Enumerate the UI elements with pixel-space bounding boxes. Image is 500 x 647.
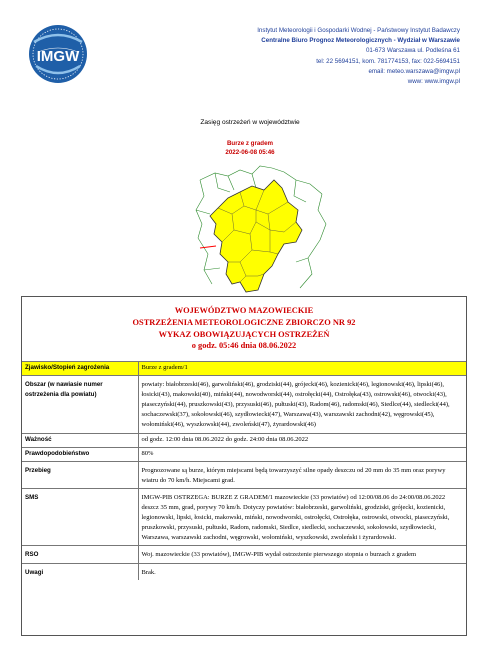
warning-area xyxy=(210,180,302,292)
title-voivodeship: WOJEWÓDZTWO MAZOWIECKIE xyxy=(174,306,314,315)
row-label: Prawdopodobieństwo xyxy=(22,447,138,461)
map-subtitle: Zasięg ostrzeżeń w województwie xyxy=(200,119,300,126)
table-row-validity xyxy=(22,433,466,447)
row-value: Woj. mazowieckie (33 powiatów), IMGW-PIB wydał ostrzeżenie pierwszego stopnia o burzach z gradem xyxy=(138,546,466,563)
title-list: WYKAZ OBOWIĄZUJĄCYCH OSTRZEŻEŃ xyxy=(158,329,330,339)
row-label: Obszar (w nawiasie numer ostrzeżenia dla powiatu) xyxy=(22,376,138,433)
row-value: 80% xyxy=(138,447,466,461)
row-value: Burze z gradem/1 xyxy=(138,362,466,376)
row-label: Ważność xyxy=(22,433,138,447)
voivodeship-map xyxy=(160,158,340,295)
table-row-area xyxy=(22,376,466,433)
table-row-sms xyxy=(22,488,466,545)
row-value: powiaty: białobrzeski(46), garwoliński(46), grodziski(44), grójecki(46), kozienicki(46), legionowski(46), lipski(46), łosicki(43), makowski(40), miński(44), nowodworski(44), ostrołęcki(44), Ostrołęka(43), ostrowski(46), otwocki(43), piaseczyński(44), pruszkowski(43), przysuski(46), pułtuski(43), Radom(46), radomski(46), Siedlce(44), siedlecki(44), sochaczewski(37), sokołowski(46), szydłowiecki(47), Warszawa(43), warszawski zachodni(42), węgrowski(45), wołomiński(46), wyszkowski(44), zwoleński(47), żyrardowski(46) xyxy=(138,376,466,433)
email-link[interactable]: email: meteo.warszawa@imgw.pl xyxy=(368,67,460,75)
document-title xyxy=(22,297,466,361)
institute-header xyxy=(160,26,460,87)
phone-numbers: tel: 22 5694151, kom. 781774153, fax: 022-5694151 xyxy=(316,57,460,65)
red-boundary-line xyxy=(200,246,216,248)
table-row-phenomenon xyxy=(22,362,466,376)
row-label: Przebieg xyxy=(22,461,138,488)
warning-table xyxy=(22,361,466,580)
table-row-course xyxy=(22,461,466,488)
row-value: Prognozowane są burze, którym miejscami będą towarzyszyć silne opady deszczu od 20 mm do 35 mm oraz porywy wiatru do 70 km/h. Miejscami grad. xyxy=(138,461,466,488)
title-warnings-number: OSTRZEŻENIA METEOROLOGICZNE ZBIORCZO NR 92 xyxy=(132,317,356,327)
map-timestamp: 2022-06-08 05:46 xyxy=(225,149,275,156)
warning-document xyxy=(21,296,467,636)
table-row-probability xyxy=(22,447,466,461)
row-label: SMS xyxy=(22,488,138,545)
imgw-logo xyxy=(28,24,88,84)
department-name: Centralne Biuro Prognoz Meteorologicznych - Wydział w Warszawie xyxy=(261,37,460,45)
row-value: Brak. xyxy=(138,563,466,580)
row-label: Uwagi xyxy=(22,563,138,580)
address: 01-673 Warszawa ul. Podleśna 61 xyxy=(365,47,460,55)
map-warning-type: Burze z gradem xyxy=(226,140,274,147)
website-link[interactable]: www: www.imgw.pl xyxy=(407,78,460,86)
table-row-notes xyxy=(22,563,466,580)
row-value: IMGW-PIB OSTRZEGA: BURZE Z GRADEM/1 mazowieckie (33 powiatów) od 12:00/08.06 do 24:00/08.06.2022 deszcz 35 mm, grad, porywy 70 km/h. Dotyczy powiatów: białobrzeski, garwoliński, grodziski, grójecki, kozienicki, legionowski, lipski, łosicki, makowski, miński, nowodworski, ostrołęcki, Ostrołęka, ostrowski, otwocki, piaseczyński, pruszkowski, przysuski, pułtuski, Radom, radomski, Siedlce, siedlecki, sochaczewski, sokołowski, szydłowiecki, Warszawa, warszawski zachodni, węgrowski, wołomiński, wyszkowski, zwoleński i żyrardowski. xyxy=(138,488,466,545)
title-datetime: o godz. 05:46 dnia 08.06.2022 xyxy=(191,341,297,351)
row-label: Zjawisko/Stopień zagrożenia xyxy=(22,362,138,376)
institute-name: Instytut Meteorologii i Gospodarki Wodnej - Państwowy Instytut Badawczy xyxy=(257,27,460,34)
row-label: RSO xyxy=(22,546,138,563)
table-row-rso xyxy=(22,546,466,563)
row-value: od godz. 12:00 dnia 08.06.2022 do godz. 24:00 dnia 08.06.2022 xyxy=(138,433,466,447)
logo-text: IMGW xyxy=(36,48,80,65)
warning-map xyxy=(160,138,340,295)
